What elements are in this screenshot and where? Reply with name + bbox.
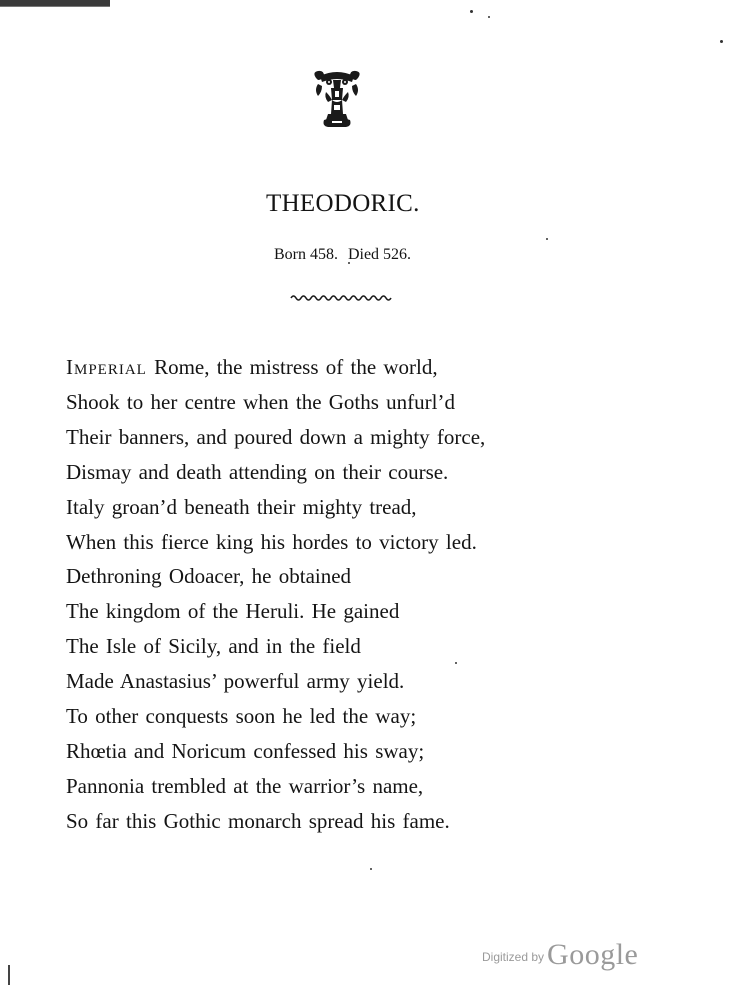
scan-speck (720, 40, 723, 43)
scan-artifact-edge (8, 965, 10, 985)
scan-speck (470, 10, 473, 13)
died-date: Died 526. (347, 246, 412, 263)
watermark-prefix: Digitized by (482, 950, 545, 964)
digitization-watermark (482, 938, 638, 972)
page-title: THEODORIC. (266, 190, 420, 217)
poem-body (66, 350, 666, 839)
scan-speck (370, 868, 372, 870)
scan-speck (546, 238, 548, 240)
scan-speck (488, 16, 490, 18)
ornamental-initial-icon (310, 70, 364, 128)
poem-line: Rhœtia and Noricum confessed his sway; (66, 738, 425, 763)
life-dates (255, 246, 430, 264)
watermark-brand: Google (547, 938, 639, 971)
poem-line: Shook to her centre when the Goths unfurl’d (66, 389, 455, 414)
poem-lead-word: Imperial (66, 355, 147, 379)
poem-line: Dismay and death attending on their course. (66, 459, 449, 484)
poem-line: Italy groan’d beneath their mighty tread, (66, 494, 417, 519)
poem-line-text: Rome, the mistress of the world, (146, 355, 438, 379)
poem-line: Made Anastasius’ powerful army yield. (66, 669, 405, 694)
poem-line: Pannonia trembled at the warrior’s name, (66, 773, 424, 798)
poem-line: Dethroning Odoacer, he obtained (66, 564, 352, 589)
poem-line: The kingdom of the Heruli. He gained (66, 599, 400, 624)
wavy-divider-icon (290, 292, 392, 304)
born-date: Born 458. (273, 246, 338, 263)
poem-line: Their banners, and poured down a mighty force, (66, 424, 486, 449)
poem-line: So far this Gothic monarch spread his fame. (66, 808, 450, 833)
poem-line: When this fierce king his hordes to victory led. (66, 529, 477, 554)
scan-artifact-top (0, 0, 110, 7)
poem-line: To other conquests soon he led the way; (66, 704, 417, 729)
poem-line (66, 350, 666, 385)
poem-line: The Isle of Sicily, and in the field (66, 634, 361, 659)
